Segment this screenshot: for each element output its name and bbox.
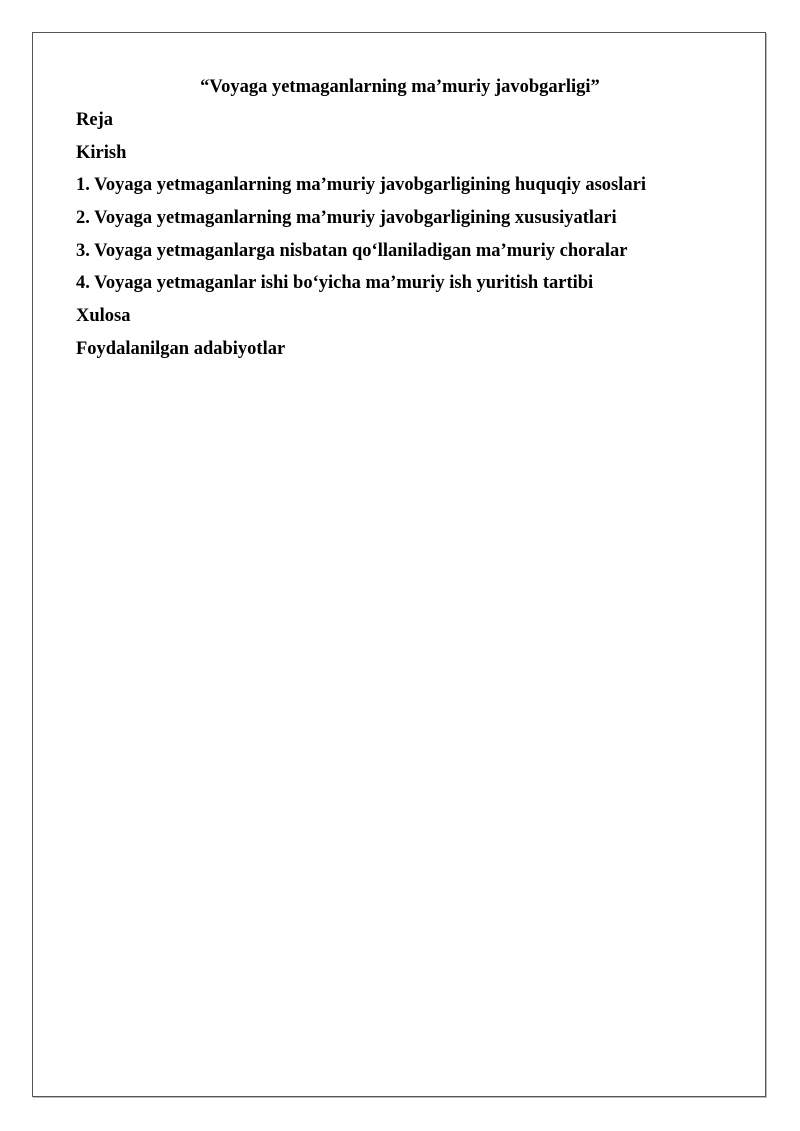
plan-item-introduction: Kirish xyxy=(76,142,127,163)
plan-item-1: 1. Voyaga yetmaganlarning ma’muriy javobgarligining huquqiy asoslari xyxy=(76,175,646,196)
plan-item-4: 4. Voyaga yetmaganlar ishi bo‘yicha ma’muriy ish yuritish tartibi xyxy=(76,273,594,294)
plan-list xyxy=(76,109,646,371)
plan-item-3: 3. Voyaga yetmaganlarga nisbatan qo‘llaniladigan ma’muriy choralar xyxy=(76,240,628,261)
document-title: “Voyaga yetmaganlarning ma’muriy javobgarligi” xyxy=(200,77,600,97)
plan-item-conclusion: Xulosa xyxy=(76,306,131,327)
plan-item-references: Foydalanilgan adabiyotlar xyxy=(76,338,286,359)
plan-item-2: 2. Voyaga yetmaganlarning ma’muriy javobgarligining xususiyatlari xyxy=(76,208,617,229)
plan-heading: Reja xyxy=(76,110,113,130)
